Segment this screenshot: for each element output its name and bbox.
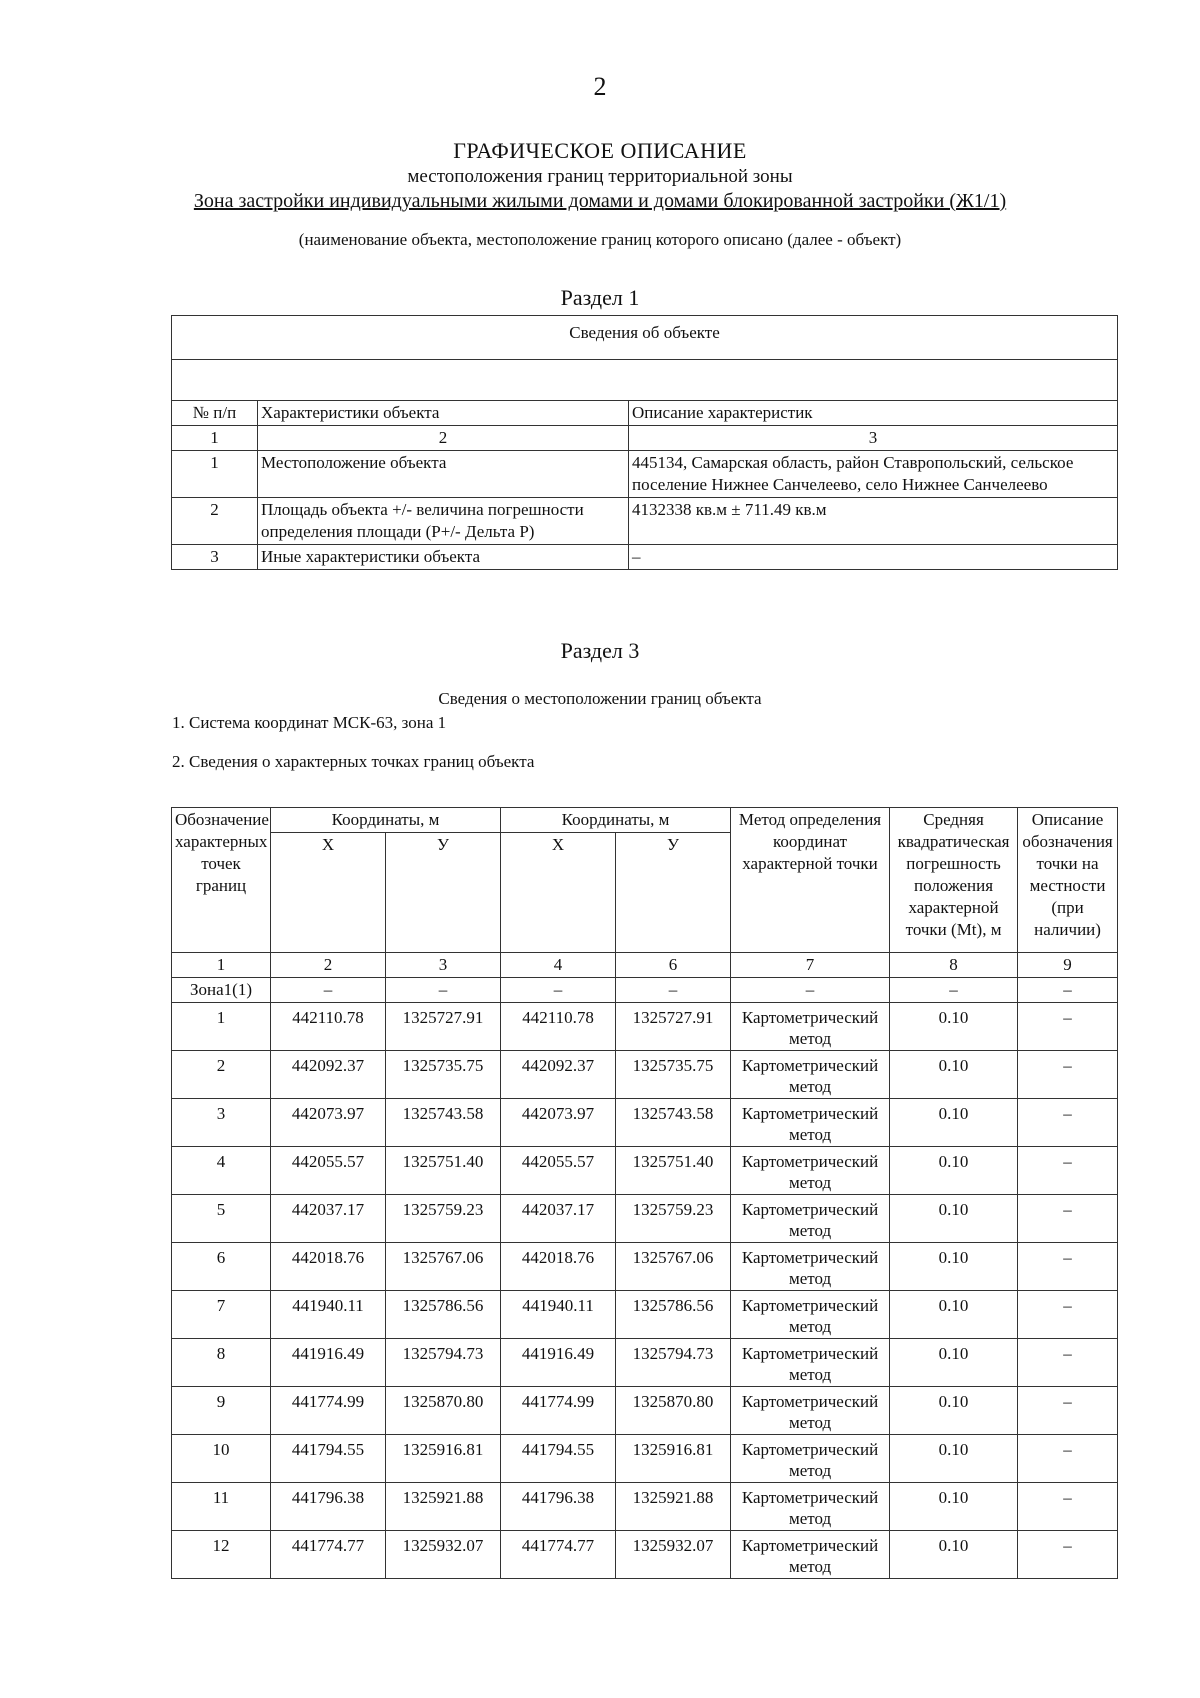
point-method: Картометрический метод bbox=[731, 1003, 890, 1051]
point-number: 4 bbox=[172, 1147, 271, 1195]
table-row bbox=[172, 545, 1118, 570]
point-x: 442018.76 bbox=[271, 1243, 386, 1291]
column-number: 9 bbox=[1018, 953, 1118, 978]
points-heading: 2. Сведения о характерных точках границ объекта bbox=[172, 752, 535, 771]
point-y: 1325759.23 bbox=[616, 1195, 731, 1243]
section3-subheading: Сведения о местоположении границ объекта bbox=[438, 689, 762, 708]
header-y: У bbox=[386, 833, 501, 953]
zone-cell: – bbox=[271, 978, 386, 1003]
point-y: 1325870.80 bbox=[616, 1387, 731, 1435]
point-number: 8 bbox=[172, 1339, 271, 1387]
point-x: 441794.55 bbox=[271, 1435, 386, 1483]
point-description: – bbox=[1018, 1051, 1118, 1099]
header-x: Х bbox=[501, 833, 616, 953]
point-error: 0.10 bbox=[890, 1483, 1018, 1531]
row-value: 445134, Самарская область, район Ставропольский, сельское поселение Нижнее Санчелеево, село Нижнее Санчелеево bbox=[629, 451, 1118, 498]
zone-cell: – bbox=[1018, 978, 1118, 1003]
table-row bbox=[172, 1291, 1118, 1339]
column-number: 4 bbox=[501, 953, 616, 978]
point-description: – bbox=[1018, 1339, 1118, 1387]
point-x: 441794.55 bbox=[501, 1435, 616, 1483]
point-description: – bbox=[1018, 1003, 1118, 1051]
header-coordinates: Координаты, м bbox=[501, 808, 731, 833]
point-method: Картометрический метод bbox=[731, 1483, 890, 1531]
point-x: 441774.77 bbox=[501, 1531, 616, 1579]
document-subtitle: местоположения границ территориальной зоны bbox=[407, 166, 793, 187]
point-y: 1325794.73 bbox=[386, 1339, 501, 1387]
point-y: 1325743.58 bbox=[386, 1099, 501, 1147]
point-number: 5 bbox=[172, 1195, 271, 1243]
point-x: 442037.17 bbox=[271, 1195, 386, 1243]
point-error: 0.10 bbox=[890, 1243, 1018, 1291]
point-y: 1325870.80 bbox=[386, 1387, 501, 1435]
point-description: – bbox=[1018, 1291, 1118, 1339]
table-row bbox=[172, 1003, 1118, 1051]
point-y: 1325735.75 bbox=[616, 1051, 731, 1099]
point-number: 9 bbox=[172, 1387, 271, 1435]
table-row bbox=[172, 1099, 1118, 1147]
table-row bbox=[172, 1387, 1118, 1435]
point-y: 1325735.75 bbox=[386, 1051, 501, 1099]
header-characteristic: Характеристики объекта bbox=[258, 401, 629, 426]
object-info-table-title: Сведения об объекте bbox=[172, 316, 1118, 360]
point-y: 1325932.07 bbox=[386, 1531, 501, 1579]
boundary-points-table bbox=[171, 807, 1118, 1579]
point-number: 10 bbox=[172, 1435, 271, 1483]
object-name: Зона застройки индивидуальными жилыми домами и домами блокированной застройки (Ж1/1) bbox=[193, 190, 1007, 212]
zone-cell: – bbox=[616, 978, 731, 1003]
column-number: 2 bbox=[271, 953, 386, 978]
column-number: 3 bbox=[629, 426, 1118, 451]
point-y: 1325794.73 bbox=[616, 1339, 731, 1387]
blank-row bbox=[172, 360, 1118, 401]
point-number: 1 bbox=[172, 1003, 271, 1051]
object-name-line bbox=[0, 190, 1200, 213]
point-x: 441940.11 bbox=[501, 1291, 616, 1339]
table-row bbox=[172, 1147, 1118, 1195]
zone-cell: – bbox=[386, 978, 501, 1003]
section1-heading: Раздел 1 bbox=[560, 285, 640, 310]
table-row bbox=[172, 1339, 1118, 1387]
table-row bbox=[172, 1051, 1118, 1099]
row-number: 2 bbox=[172, 498, 258, 545]
section3-heading: Раздел 3 bbox=[560, 638, 640, 663]
header-number: № п/п bbox=[172, 401, 258, 426]
header-method: Метод определения координат характерной точки bbox=[731, 808, 890, 953]
point-number: 7 bbox=[172, 1291, 271, 1339]
point-error: 0.10 bbox=[890, 1147, 1018, 1195]
point-description: – bbox=[1018, 1531, 1118, 1579]
point-y: 1325767.06 bbox=[386, 1243, 501, 1291]
point-x: 441796.38 bbox=[271, 1483, 386, 1531]
point-x: 442073.97 bbox=[271, 1099, 386, 1147]
point-description: – bbox=[1018, 1147, 1118, 1195]
point-error: 0.10 bbox=[890, 1339, 1018, 1387]
point-y: 1325916.81 bbox=[386, 1435, 501, 1483]
point-y: 1325727.91 bbox=[616, 1003, 731, 1051]
point-y: 1325751.40 bbox=[386, 1147, 501, 1195]
column-number: 7 bbox=[731, 953, 890, 978]
point-error: 0.10 bbox=[890, 1195, 1018, 1243]
point-x: 442037.17 bbox=[501, 1195, 616, 1243]
zone-cell: – bbox=[501, 978, 616, 1003]
point-error: 0.10 bbox=[890, 1531, 1018, 1579]
point-error: 0.10 bbox=[890, 1387, 1018, 1435]
zone-cell: – bbox=[890, 978, 1018, 1003]
table-row bbox=[172, 1435, 1118, 1483]
zone-cell: – bbox=[731, 978, 890, 1003]
column-number: 1 bbox=[172, 953, 271, 978]
point-method: Картометрический метод bbox=[731, 1051, 890, 1099]
point-y: 1325767.06 bbox=[616, 1243, 731, 1291]
point-number: 6 bbox=[172, 1243, 271, 1291]
point-y: 1325727.91 bbox=[386, 1003, 501, 1051]
point-description: – bbox=[1018, 1099, 1118, 1147]
point-y: 1325916.81 bbox=[616, 1435, 731, 1483]
header-y: У bbox=[616, 833, 731, 953]
point-error: 0.10 bbox=[890, 1291, 1018, 1339]
point-x: 441774.99 bbox=[501, 1387, 616, 1435]
point-method: Картометрический метод bbox=[731, 1147, 890, 1195]
table-row bbox=[172, 1531, 1118, 1579]
point-y: 1325921.88 bbox=[616, 1483, 731, 1531]
point-y: 1325786.56 bbox=[616, 1291, 731, 1339]
point-x: 442055.57 bbox=[271, 1147, 386, 1195]
point-x: 441916.49 bbox=[501, 1339, 616, 1387]
header-designation: Обозначение характерных точек границ bbox=[172, 808, 271, 953]
table-row bbox=[172, 1195, 1118, 1243]
column-number: 3 bbox=[386, 953, 501, 978]
column-number: 8 bbox=[890, 953, 1018, 978]
coordinate-system: 1. Система координат МСК-63, зона 1 bbox=[172, 713, 447, 732]
point-x: 441940.11 bbox=[271, 1291, 386, 1339]
page-number: 2 bbox=[593, 72, 607, 101]
point-x: 442110.78 bbox=[271, 1003, 386, 1051]
point-description: – bbox=[1018, 1195, 1118, 1243]
row-characteristic: Площадь объекта +/- величина погрешности определения площади (Р+/- Дельта Р) bbox=[258, 498, 629, 545]
point-x: 442092.37 bbox=[501, 1051, 616, 1099]
point-error: 0.10 bbox=[890, 1051, 1018, 1099]
point-method: Картометрический метод bbox=[731, 1531, 890, 1579]
column-number: 6 bbox=[616, 953, 731, 978]
point-description: – bbox=[1018, 1483, 1118, 1531]
point-y: 1325751.40 bbox=[616, 1147, 731, 1195]
zone-label: Зона1(1) bbox=[172, 978, 271, 1003]
point-method: Картометрический метод bbox=[731, 1243, 890, 1291]
point-y: 1325786.56 bbox=[386, 1291, 501, 1339]
row-number: 3 bbox=[172, 545, 258, 570]
table-row bbox=[172, 1243, 1118, 1291]
point-number: 3 bbox=[172, 1099, 271, 1147]
row-number: 1 bbox=[172, 451, 258, 498]
point-x: 441916.49 bbox=[271, 1339, 386, 1387]
point-x: 441774.99 bbox=[271, 1387, 386, 1435]
object-info-table bbox=[171, 315, 1118, 570]
point-y: 1325743.58 bbox=[616, 1099, 731, 1147]
point-x: 441796.38 bbox=[501, 1483, 616, 1531]
column-number: 1 bbox=[172, 426, 258, 451]
point-x: 442110.78 bbox=[501, 1003, 616, 1051]
object-name-note: (наименование объекта, местоположение границ которого описано (далее - объект) bbox=[298, 230, 902, 249]
point-error: 0.10 bbox=[890, 1435, 1018, 1483]
row-value: – bbox=[629, 545, 1118, 570]
document-title: ГРАФИЧЕСКОЕ ОПИСАНИЕ bbox=[453, 138, 747, 163]
point-method: Картометрический метод bbox=[731, 1099, 890, 1147]
point-description: – bbox=[1018, 1435, 1118, 1483]
header-coordinates: Координаты, м bbox=[271, 808, 501, 833]
row-characteristic: Иные характеристики объекта bbox=[258, 545, 629, 570]
point-method: Картометрический метод bbox=[731, 1291, 890, 1339]
table-row bbox=[172, 498, 1118, 545]
point-method: Картометрический метод bbox=[731, 1387, 890, 1435]
zone-row bbox=[172, 978, 1118, 1003]
point-description: – bbox=[1018, 1243, 1118, 1291]
point-number: 11 bbox=[172, 1483, 271, 1531]
point-x: 442018.76 bbox=[501, 1243, 616, 1291]
table-row bbox=[172, 1483, 1118, 1531]
point-method: Картометрический метод bbox=[731, 1195, 890, 1243]
point-number: 12 bbox=[172, 1531, 271, 1579]
point-method: Картометрический метод bbox=[731, 1435, 890, 1483]
point-number: 2 bbox=[172, 1051, 271, 1099]
point-y: 1325921.88 bbox=[386, 1483, 501, 1531]
table-row bbox=[172, 451, 1118, 498]
point-error: 0.10 bbox=[890, 1003, 1018, 1051]
column-number: 2 bbox=[258, 426, 629, 451]
point-x: 442055.57 bbox=[501, 1147, 616, 1195]
point-x: 441774.77 bbox=[271, 1531, 386, 1579]
point-description: – bbox=[1018, 1387, 1118, 1435]
point-method: Картометрический метод bbox=[731, 1339, 890, 1387]
header-description: Описание характеристик bbox=[629, 401, 1118, 426]
point-x: 442092.37 bbox=[271, 1051, 386, 1099]
header-point-description: Описание обозначения точки на местности (при наличии) bbox=[1018, 808, 1118, 953]
row-characteristic: Местоположение объекта bbox=[258, 451, 629, 498]
row-value: 4132338 кв.м ± 711.49 кв.м bbox=[629, 498, 1118, 545]
point-x: 442073.97 bbox=[501, 1099, 616, 1147]
header-error: Средняя квадратическая погрешность положения характерной точки (Mt), м bbox=[890, 808, 1018, 953]
point-error: 0.10 bbox=[890, 1099, 1018, 1147]
point-y: 1325932.07 bbox=[616, 1531, 731, 1579]
point-y: 1325759.23 bbox=[386, 1195, 501, 1243]
header-x: Х bbox=[271, 833, 386, 953]
